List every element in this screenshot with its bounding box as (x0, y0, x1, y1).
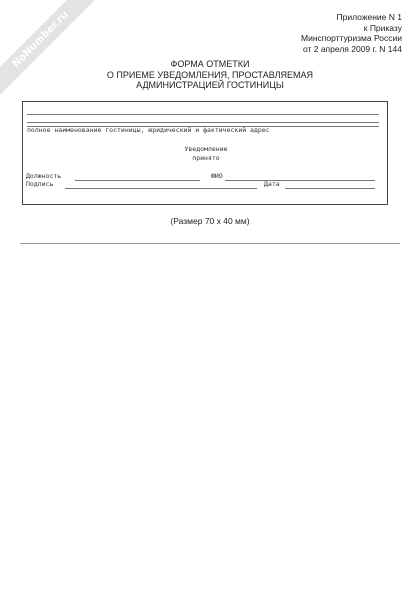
hotel-caption: полное наименование гостиницы, юридический и фактический адрес (27, 126, 270, 134)
appendix-line-2: к Приказу (363, 22, 402, 33)
position-label: Должность (26, 172, 62, 180)
appendix-line-3: Минспорттуризма России (300, 33, 402, 43)
watermark-text: NoNumber.ru (10, 9, 71, 70)
hotel-line-1 (27, 114, 379, 115)
fio-label: ФИО (211, 172, 223, 180)
appendix-line-1: Приложение N 1 (336, 12, 402, 22)
signature-line (65, 188, 257, 189)
notice-line-2: принято (192, 154, 220, 162)
position-line (75, 180, 200, 181)
appendix-header (301, 12, 402, 54)
title-line-1: ФОРМА ОТМЕТКИ (170, 59, 250, 69)
title-line-3: АДМИНИСТРАЦИЕЙ ГОСТИНИЦЫ (136, 80, 284, 90)
title-line-2: О ПРИЕМЕ УВЕДОМЛЕНИЯ, ПРОСТАВЛЯЕМАЯ (106, 69, 314, 80)
notice-form-box (22, 101, 388, 205)
size-note: (Размер 70 x 40 мм) (170, 216, 250, 226)
page-separator (20, 243, 400, 244)
hotel-line-2 (27, 122, 379, 123)
date-label: Дата (264, 180, 280, 188)
appendix-line-4: от 2 апреля 2009 г. N 144 (302, 43, 402, 54)
fio-line (225, 180, 375, 181)
document-title (0, 59, 420, 91)
date-line (285, 188, 375, 189)
notice-line-1: Уведомление (184, 145, 228, 153)
signature-label: Подпись (26, 180, 54, 188)
